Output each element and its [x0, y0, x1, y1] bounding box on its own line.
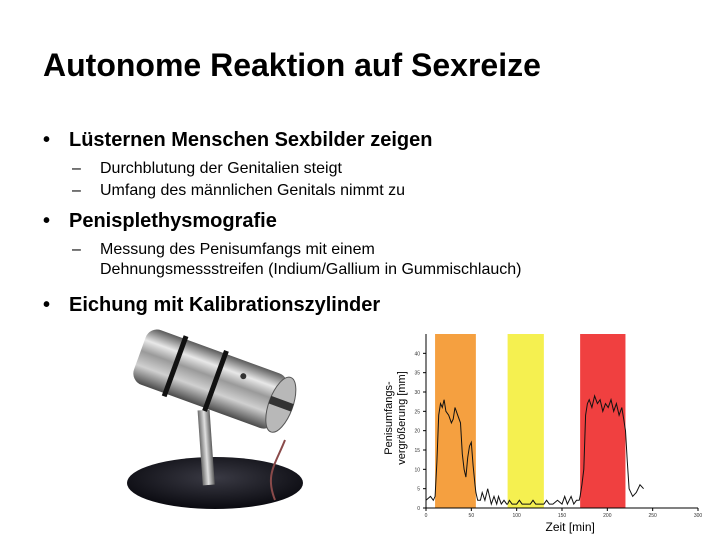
calibration-cylinder-photo — [115, 325, 315, 525]
plethysmograph-chart — [380, 328, 715, 538]
x-tick-label-100: 100 — [512, 513, 521, 519]
x-axis-label: Zeit [min] — [545, 520, 595, 534]
sub-2-1-line-2: Dehnungsmessstreifen (Indium/Gallium in Gummischlauch) — [100, 261, 522, 278]
slide-title: Autonome Reaktion auf Sexreize — [43, 47, 541, 83]
stimulus-bands — [435, 334, 625, 508]
dash-glyph: – — [72, 241, 81, 258]
sub-1-2 — [72, 181, 405, 201]
bullet-1-text: Lüsternen Menschen Sexbilder zeigen — [69, 129, 433, 151]
y-tick-label-20: 20 — [414, 428, 420, 435]
x-tick-label-0: 0 — [424, 513, 428, 519]
sub-1-1-text: Durchblutung der Genitalien steigt — [100, 160, 342, 177]
y-axis-label-line-2: vergrößerung [mm] — [396, 371, 408, 465]
x-tick-label-250: 250 — [648, 513, 657, 519]
stimulus-band-1 — [435, 334, 476, 508]
y-tick-label-35: 35 — [414, 370, 420, 377]
y-tick-label-10: 10 — [414, 467, 420, 474]
x-tick-label-200: 200 — [603, 513, 612, 519]
bullet-glyph: • — [43, 129, 51, 151]
sub-1-2-text: Umfang des männlichen Genitals nimmt zu — [100, 182, 406, 199]
x-tick-label-300: 300 — [693, 513, 703, 519]
y-axis-label-line-1: Penisumfangs- — [383, 381, 395, 455]
y-axis-label — [383, 371, 408, 465]
x-tick-label-50: 50 — [468, 513, 475, 519]
photo-cylinder — [129, 325, 303, 439]
dash-glyph: – — [72, 182, 81, 199]
dash-glyph: – — [72, 160, 81, 177]
x-tick-label-150: 150 — [557, 513, 567, 519]
bullet-3-text: Eichung mit Kalibrationszylinder — [69, 294, 381, 316]
y-tick-label-15: 15 — [414, 448, 420, 454]
bullet-2-text: Penisplethysmografie — [69, 210, 277, 232]
stimulus-band-2 — [508, 334, 544, 508]
bullet-3 — [43, 294, 380, 317]
bullet-glyph: • — [43, 294, 51, 316]
bullet-glyph: • — [43, 210, 51, 232]
y-tick-label-0: 0 — [417, 506, 420, 512]
stimulus-band-3 — [580, 334, 625, 508]
y-tick-label-25: 25 — [414, 409, 420, 416]
photo-base — [127, 457, 303, 509]
bullet-1 — [43, 129, 432, 152]
y-tick-label-40: 40 — [414, 351, 420, 358]
y-tick-label-5: 5 — [417, 486, 420, 493]
sub-2-1 — [72, 240, 522, 280]
y-tick-label-30: 30 — [414, 390, 420, 396]
sub-2-1-line-1: Messung des Penisumfangs mit einem — [100, 241, 375, 258]
bullet-2 — [43, 210, 277, 233]
sub-1-1 — [72, 159, 342, 179]
